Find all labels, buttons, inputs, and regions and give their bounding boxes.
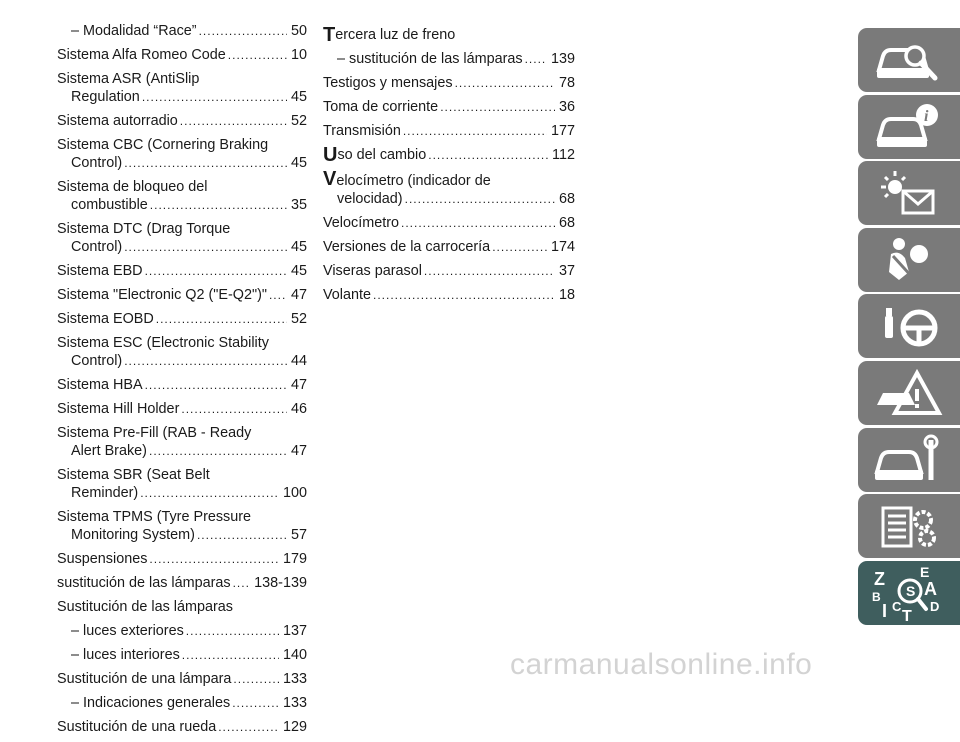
index-entry[interactable] [57, 574, 307, 592]
index-entry[interactable] [323, 214, 575, 232]
entry-title: Volante [323, 287, 372, 303]
entry-page-number: 112 [552, 147, 575, 163]
entry-title: Sistema DTC (Drag Torque [57, 221, 231, 237]
entry-title: Control) [71, 239, 123, 255]
entry-title: Suspensiones [57, 551, 148, 567]
leader-dots [233, 574, 251, 592]
index-entry[interactable] [323, 238, 575, 256]
index-entry[interactable] [57, 70, 307, 106]
index-icon [864, 563, 954, 623]
entry-page-number: 68 [558, 215, 575, 231]
car-info-icon [869, 99, 949, 155]
entry-page-number: 57 [290, 527, 307, 543]
leader-dots [228, 46, 287, 64]
entry-first-line [57, 220, 307, 238]
leader-dots [405, 190, 555, 208]
leader-dots [492, 238, 547, 256]
tab-index[interactable] [858, 561, 960, 625]
index-letter-s: S [906, 582, 916, 599]
entry-page-number: 10 [290, 47, 307, 63]
entry-title: Sistema Alfa Romeo Code [57, 47, 226, 63]
entry-page-number: 47 [290, 287, 307, 303]
tab-emergency[interactable] [858, 361, 960, 425]
entry-title: Sistema de bloqueo del [57, 179, 208, 195]
entry-title: – Modalidad “Race” [71, 23, 197, 39]
entry-page-number: 35 [290, 197, 307, 213]
entry-title: Versiones de la carrocería [323, 239, 491, 255]
entry-page-number: 137 [282, 623, 307, 639]
entry-title: Transmisión [323, 123, 401, 139]
entry-page-number: 68 [558, 191, 575, 207]
entry-title: Sistema ASR (AntiSlip [57, 71, 200, 87]
leader-dots [373, 286, 555, 304]
index-entry[interactable] [323, 98, 575, 116]
entry-page-number: 44 [290, 353, 307, 369]
entry-first-line [57, 178, 307, 196]
index-entry[interactable] [57, 550, 307, 568]
entry-page-number: 45 [290, 263, 307, 279]
entry-page-number: 139 [550, 51, 575, 67]
index-entry[interactable] [57, 400, 307, 418]
entry-page-number: 78 [558, 75, 575, 91]
entry-page-number: 18 [558, 287, 575, 303]
watermark: carmanualsonline.info [510, 648, 813, 681]
index-letter: E [920, 563, 930, 580]
index-entry[interactable] [323, 74, 575, 92]
entry-title: – Indicaciones generales [71, 695, 231, 711]
leader-dots [186, 622, 279, 640]
leader-dots [149, 442, 287, 460]
leader-dots [199, 22, 287, 40]
index-entry[interactable] [57, 694, 307, 712]
entry-page-number: 45 [290, 155, 307, 171]
index-letter: B [872, 589, 881, 604]
entry-title: Sustitución de una rueda [57, 719, 217, 735]
entry-page-number: 52 [290, 113, 307, 129]
tab-technical-data[interactable] [858, 494, 960, 558]
index-entry[interactable] [57, 310, 307, 328]
entry-title: elocímetro (indicador de [336, 173, 491, 189]
index-entry[interactable] [323, 122, 575, 140]
entry-page-number: 36 [558, 99, 575, 115]
entry-title: Sistema CBC (Cornering Braking [57, 137, 269, 153]
leader-dots [218, 718, 279, 736]
entry-page-number: 47 [290, 377, 307, 393]
leader-dots [182, 646, 279, 664]
entry-title: Sistema EBD [57, 263, 143, 279]
entry-title: Control) [71, 353, 123, 369]
leader-dots [142, 88, 287, 106]
index-entry[interactable] [57, 286, 307, 304]
entry-first-line [57, 136, 307, 154]
index-letter: T [902, 607, 912, 623]
leader-dots [197, 526, 287, 544]
leader-dots [156, 310, 287, 328]
entry-title: Toma de corriente [323, 99, 439, 115]
entry-first-line [57, 70, 307, 88]
index-letter: C [892, 598, 902, 614]
warning-triangle-icon [869, 365, 949, 421]
index-letter: A [924, 578, 937, 599]
entry-page-number: 140 [282, 647, 307, 663]
index-entry[interactable] [323, 50, 575, 68]
entry-title: Reminder) [71, 485, 139, 501]
airbag-icon [869, 232, 949, 288]
leader-dots [149, 550, 279, 568]
index-entry[interactable] [57, 22, 307, 40]
entry-first-line [57, 334, 307, 352]
entry-initial: T [323, 24, 336, 46]
index-entry[interactable] [57, 376, 307, 394]
index-entry[interactable] [57, 178, 307, 214]
warning-lights-icon [869, 165, 949, 221]
entry-title: Testigos y mensajes [323, 75, 453, 91]
leader-dots [124, 238, 287, 256]
entry-title: Sustitución de una lámpara [57, 671, 232, 687]
leader-dots [140, 484, 279, 502]
leader-dots [145, 376, 287, 394]
chapter-sidebar [858, 28, 960, 627]
tab-safety[interactable] [858, 228, 960, 292]
index-entry[interactable] [57, 466, 307, 502]
leader-dots [233, 670, 279, 688]
index-entry[interactable] [323, 170, 575, 208]
leader-dots [440, 98, 555, 116]
entry-title: – luces exteriores [71, 623, 184, 639]
leader-dots [525, 50, 547, 68]
index-column-left [57, 22, 307, 742]
leader-dots [403, 122, 547, 140]
entry-page-number: 133 [282, 695, 307, 711]
leader-dots [401, 214, 555, 232]
index-entry[interactable] [57, 508, 307, 544]
entry-page-number: 45 [290, 239, 307, 255]
leader-dots [124, 352, 287, 370]
entry-title: Sustitución de las lámparas [57, 599, 233, 615]
entry-title: Sistema SBR (Seat Belt [57, 467, 210, 483]
entry-title: sustitución de las lámparas [57, 575, 231, 591]
index-entry[interactable] [323, 26, 575, 44]
entry-title: Sistema Pre-Fill (RAB - Ready [57, 425, 252, 441]
entry-page-number: 138-139 [254, 575, 307, 591]
entry-page-number: 129 [282, 719, 307, 735]
entry-title: Velocímetro [323, 215, 399, 231]
entry-title: Sistema HBA [57, 377, 143, 393]
leader-dots [150, 196, 287, 214]
index-entry[interactable] [57, 334, 307, 370]
entry-title: ercera luz de freno [335, 27, 456, 43]
entry-first-line [57, 508, 307, 526]
tab-maintenance[interactable] [858, 428, 960, 492]
index-letter: Z [874, 568, 885, 589]
index-entry[interactable] [323, 146, 575, 164]
entry-initial: U [323, 144, 338, 166]
tab-starting-driving[interactable] [858, 294, 960, 358]
entry-page-number: 133 [282, 671, 307, 687]
index-entry[interactable] [57, 46, 307, 64]
leader-dots [455, 74, 555, 92]
entry-title: Sistema ESC (Electronic Stability [57, 335, 269, 351]
entry-title: Alert Brake) [71, 443, 147, 459]
svg-text:i: i [924, 107, 929, 125]
entry-title: – luces interiores [71, 647, 180, 663]
car-wrench-icon [869, 432, 949, 488]
index-letter: D [930, 598, 940, 614]
index-entry[interactable] [57, 262, 307, 280]
leader-dots [124, 154, 287, 172]
index-entry[interactable] [57, 646, 307, 664]
entry-title: Regulation [71, 89, 140, 105]
leader-dots [232, 694, 279, 712]
entry-page-number: 45 [290, 89, 307, 105]
entry-title: so del cambio [337, 147, 427, 163]
index-entry[interactable] [57, 670, 307, 688]
index-entry[interactable] [57, 718, 307, 736]
leader-dots [424, 262, 555, 280]
index-entry[interactable] [57, 424, 307, 460]
entry-title: Viseras parasol [323, 263, 422, 279]
index-entry[interactable] [57, 136, 307, 172]
tab-dashboard[interactable] [858, 95, 960, 159]
index-entry[interactable] [57, 598, 307, 616]
entry-title: Sistema EOBD [57, 311, 154, 327]
entry-page-number: 174 [550, 239, 575, 255]
index-entry[interactable] [57, 112, 307, 130]
index-entry[interactable] [57, 622, 307, 640]
entry-page-number: 37 [558, 263, 575, 279]
entry-page-number: 46 [290, 401, 307, 417]
specs-gear-icon [869, 498, 949, 554]
leader-dots [269, 286, 287, 304]
entry-title: Sistema Hill Holder [57, 401, 180, 417]
leader-dots [181, 400, 287, 418]
entry-page-number: 177 [550, 123, 575, 139]
entry-title: Sistema autorradio [57, 113, 178, 129]
leader-dots [428, 146, 548, 164]
entry-page-number: 47 [290, 443, 307, 459]
leader-dots [180, 112, 287, 130]
car-search-icon [869, 32, 949, 88]
index-letter: I [882, 600, 888, 621]
entry-title: Sistema TPMS (Tyre Pressure [57, 509, 252, 525]
entry-title: Monitoring System) [71, 527, 195, 543]
index-column-middle [323, 22, 575, 310]
tab-warning-lights[interactable] [858, 161, 960, 225]
leader-dots [145, 262, 287, 280]
entry-first-line [57, 466, 307, 484]
entry-title: – sustitución de las lámparas [337, 51, 523, 67]
tab-vehicle-knowledge[interactable] [858, 28, 960, 92]
entry-page-number: 179 [282, 551, 307, 567]
index-entry[interactable] [323, 286, 575, 304]
entry-first-line [323, 170, 575, 190]
entry-title: Control) [71, 155, 123, 171]
index-entry[interactable] [323, 262, 575, 280]
entry-page-number: 52 [290, 311, 307, 327]
entry-title: velocidad) [337, 191, 403, 207]
entry-title: combustible [71, 197, 148, 213]
entry-page-number: 100 [282, 485, 307, 501]
entry-page-number: 50 [290, 23, 307, 39]
steering-key-icon [869, 298, 949, 354]
entry-initial: V [323, 168, 337, 190]
entry-first-line [57, 424, 307, 442]
index-entry[interactable] [57, 220, 307, 256]
entry-title: Sistema "Electronic Q2 ("E-Q2")" [57, 287, 267, 303]
